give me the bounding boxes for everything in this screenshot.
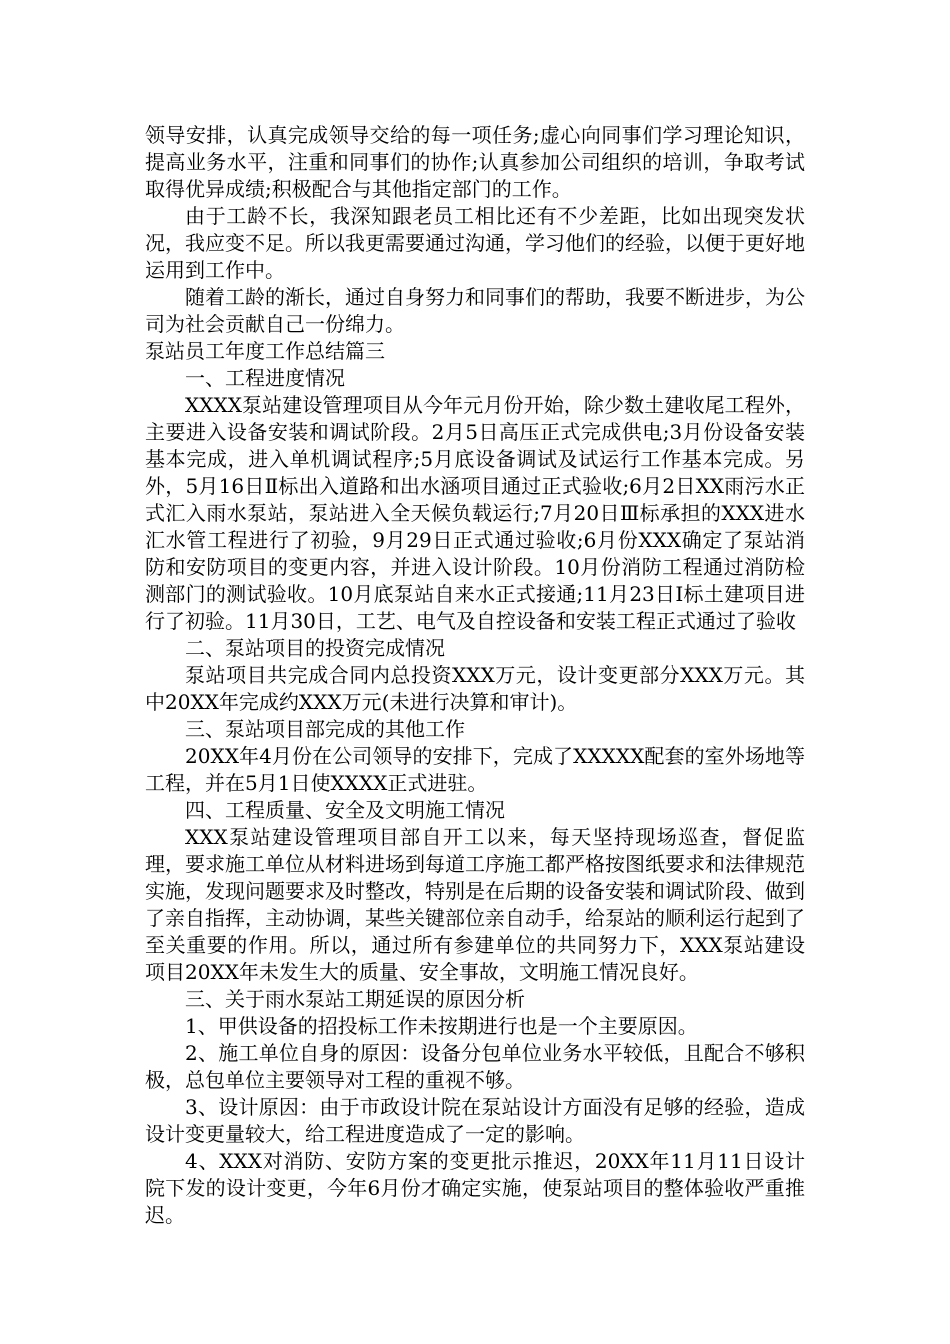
paragraph-1: 领导安排，认真完成领导交给的每一项任务;虚心向同事们学习理论知识，提高业务水平，注重和同事们的协作;认真参加公司组织的培训，争取考试取得优异成绩;积极配合与其他指定部门的工作。 bbox=[145, 123, 805, 201]
document-page bbox=[145, 122, 805, 1229]
list-item-1: 1、甲供设备的招投标工作未按期进行也是一个主要原因。 bbox=[185, 1014, 698, 1038]
paragraph-2: 由于工龄不长，我深知跟老员工相比还有不少差距，比如出现突发状况，我应变不足。所以我更需要通过沟通，学习他们的经验，以便于更好地运用到工作中。 bbox=[145, 204, 805, 282]
list-item-3: 3、设计原因：由于市政设计院在泵站设计方面没有足够的经验，造成设计变更量较大，给工程进度造成了一定的影响。 bbox=[145, 1095, 805, 1146]
heading-investment: 二、泵站项目的投资完成情况 bbox=[185, 636, 445, 660]
section-title: 泵站员工年度工作总结篇三 bbox=[145, 339, 385, 363]
paragraph-progress: XXXX泵站建设管理项目从今年元月份开始，除少数土建收尾工程外，主要进入设备安装和调试阶段。2月5日高压正式完成供电;3月份设备安装基本完成，进入单机调试程序;5月底设备调试及试运行工作基本完成。另外，5月16日Ⅱ标出入道路和出水涵项目通过正式验收;6月2日XX雨污水正式汇入雨水泵站，泵站进入全天候负载运行;7月20日Ⅲ标承担的XXX进水汇水管工程进行了初验，9月29日正式通过验收;6月份XXX确定了泵站消防和安防项目的变更内容，并进入设计阶段。10月份消防工程通过消防检测部门的测试验收。10月底泵站自来水正式接通;11月23日Ⅰ标土建项目进行了初验。11月30日，工艺、电气及自控设备和安装工程正式通过了验收 bbox=[145, 393, 805, 633]
list-item-4: 4、XXX对消防、安防方案的变更批示推迟，20XX年11月11日设计院下发的设计变更，今年6月份才确定实施，使泵站项目的整体验收严重推迟。 bbox=[145, 1149, 805, 1227]
list-item-2: 2、施工单位自身的原因：设备分包单位业务水平较低，且配合不够积极，总包单位主要领导对工程的重视不够。 bbox=[145, 1041, 805, 1092]
paragraph-quality-safety: XXX泵站建设管理项目部自开工以来，每天坚持现场巡查，督促监理，要求施工单位从材料进场到每道工序施工都严格按图纸要求和法律规范实施，发现问题要求及时整改，特别是在后期的设备安装和调试阶段、做到了亲自指挥，主动协调，某些关键部位亲自动手，给泵站的顺利运行起到了至关重要的作用。所以，通过所有参建单位的共同努力下，XXX泵站建设项目20XX年未发生大的质量、安全事故，文明施工情况良好。 bbox=[145, 825, 805, 984]
paragraph-other-work: 20XX年4月份在公司领导的安排下，完成了XXXXX配套的室外场地等工程，并在5月1日使XXXX正式进驻。 bbox=[145, 744, 805, 795]
heading-other-work: 三、泵站项目部完成的其他工作 bbox=[185, 717, 465, 741]
paragraph-investment: 泵站项目共完成合同内总投资XXX万元，设计变更部分XXX万元。其中20XX年完成约XXX万元(未进行决算和审计)。 bbox=[145, 663, 805, 714]
heading-progress: 一、工程进度情况 bbox=[185, 366, 345, 390]
heading-quality-safety: 四、工程质量、安全及文明施工情况 bbox=[185, 798, 505, 822]
heading-delay-analysis: 三、关于雨水泵站工期延误的原因分析 bbox=[185, 987, 525, 1011]
paragraph-3: 随着工龄的渐长，通过自身努力和同事们的帮助，我要不断进步，为公司为社会贡献自己一份绵力。 bbox=[145, 285, 805, 336]
